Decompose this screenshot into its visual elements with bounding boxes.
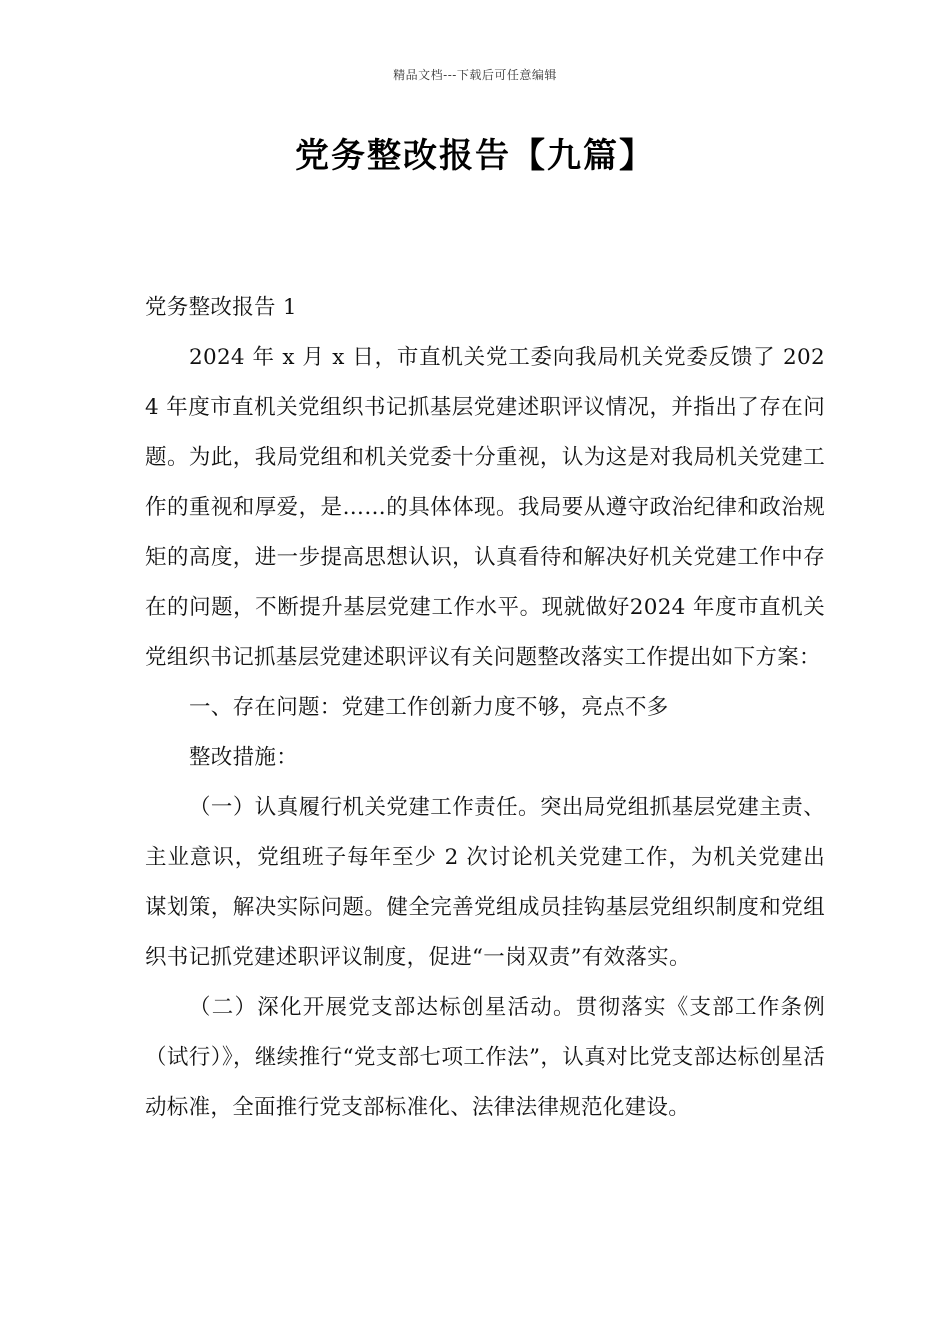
paragraph-measure-2: （二）深化开展党支部达标创星活动。贯彻落实《支部工作条例（试行）》，继续推行“党支部七项工作法”，认真对比党支部达标创星活动标准，全面推行党支部标准化、法律法律规范化建设。 <box>145 995 825 1120</box>
paragraph-measures-label: 整改措施： <box>189 745 299 770</box>
paragraph-problem-heading: 一、存在问题：党建工作创新力度不够，亮点不多 <box>189 695 669 720</box>
document-body <box>145 283 825 1133</box>
document-title: 党务整改报告【九篇】 <box>295 136 655 176</box>
paragraph-intro: 2024 年 x 月 x 日，市直机关党工委向我局机关党委反馈了 2024 年度市直机关党组织书记抓基层党建述职评议情况，并指出了存在问题。为此，我局党组和机关党委十分重视，认为这是对我局机关党建工作的重视和厚爱，是……的具体体现。我局要从遵守政治纪律和政治规矩的高度，进一步提高思想认识，认真看待和解决好机关党建工作中存在的问题，不断提升基层党建工作水平。现就做好2024 年度市直机关党组织书记抓基层党建述职评议有关问题整改落实工作提出如下方案： <box>145 345 825 670</box>
section-heading: 党务整改报告 1 <box>145 295 297 320</box>
header-note: 精品文档---下载后可任意编辑 <box>393 68 557 82</box>
paragraph-measure-1: （一）认真履行机关党建工作责任。突出局党组抓基层党建主责、主业意识，党组班子每年至少 2 次讨论机关党建工作，为机关党建出谋划策，解决实际问题。健全完善党组成员挂钩基层党组织制度和党组织书记抓党建述职评议制度，促进“一岗双责”有效落实。 <box>145 795 825 970</box>
